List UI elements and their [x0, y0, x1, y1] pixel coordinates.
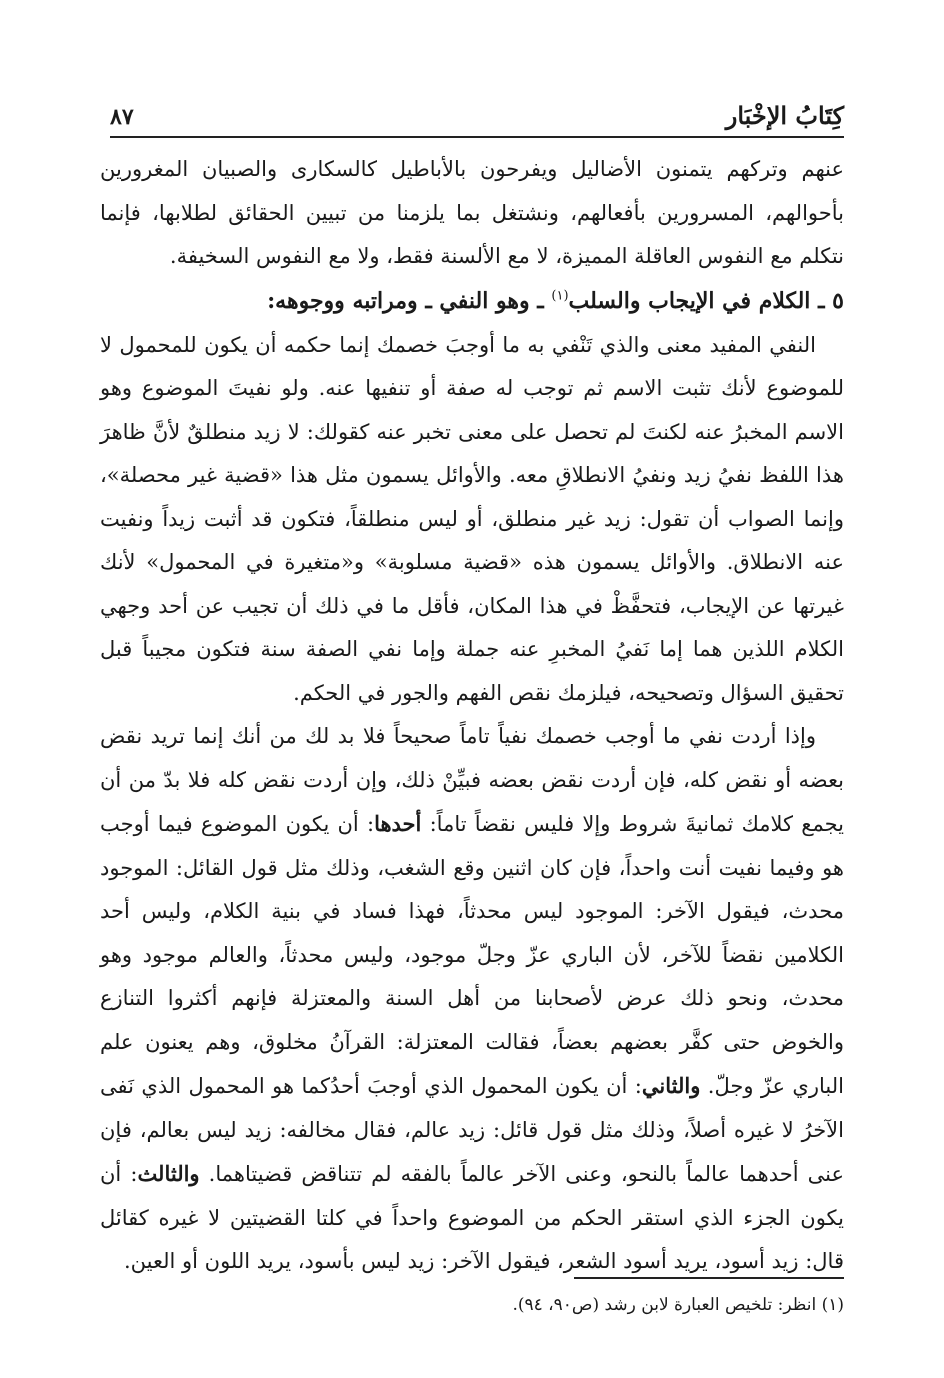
page-content	[100, 148, 844, 1284]
running-title: كِتَابُ الإخْبَار	[725, 101, 844, 130]
condition-second-text: : أن يكون المحمول الذي أوجبَ أحدُكما هو المحمول الذي نَفى الآخرُ لا غيره أصلاً، وذلك مثل قول قائل: زيد عالم، فقال مخالفه: زيد ليس بعالم، فإن عنى أحدهما عالماً بالنحو، وعنى الآخر عالماً بالفقه لم تتناقض قضيتاهما.	[100, 1074, 844, 1186]
body-paragraph-1: النفي المفيد معنى والذي تَنْفي به ما أوجبَ خصمك إنما حكمه أن يكون للمحمول لا للموضوع لأنك تثبت الاسم ثم توجب له صفة أو تنفيها عنه. ولو نفيتَ الموضوع وهو الاسم المخبرُ عنه لكنتَ لم تحصل على معنى تخبر عنه كقولك: لا زيد منطلقٌ لأنَّ ظاهرَ هذا اللفظ نفيُ زيد ونفيُ الانطلاقِ معه. والأوائل يسمون مثل هذا «قضية غير محصلة»، وإنما الصواب أن تقول: زيد غير منطلق، أو ليس منطلقاً، فتكون قد أثبت زيداً ونفيت عنه الانطلاق. والأوائل يسمون هذه «قضية مسلوبة» و«متغيرة في المحمول» لأنك غيرتها عن الإيجاب، فتحفَّظْ في هذا المكان، فأقل ما في ذلك أن تجيب عن أحد وجهي الكلام اللذين هما إما نَفيُ المخبرِ عنه جملة وإما نفي الصفة سنة فتكون مجيباً قبل تحقيق السؤال وتصحيحه، فيلزمك نقص الفهم والجور في الحكم.	[100, 332, 845, 705]
page-header	[110, 92, 844, 138]
paragraph-2-intro: وإذا أردت نفي ما أوجب خصمك نفياً تاماً صحيحاً فلا بد لك من أنك إنما تريد نقض بعضه أو نقض كله، فإن أردت نقض بعضه فبيِّنْ ذلك، وإن أردت نقض كله فلا بدّ من أن يجمع كلامك ثمانيةَ شروط وإلا فليس نقضاً تاماً:	[100, 724, 844, 836]
condition-label-first: أحدها	[374, 811, 422, 836]
section-heading	[100, 279, 844, 324]
section-heading-subtitle: ـ وهو النفي ـ ومراتبه ووجوهه:	[267, 287, 552, 314]
condition-label-second: والثاني	[641, 1073, 701, 1098]
body-paragraph-2	[100, 715, 844, 1284]
intro-paragraph: عنهم وتركهم يتمنون الأضاليل ويفرحون بالأباطيل كالسكارى والصبيان المغرورين بأحوالهم، المسرورين بأفعالهم، ونشتغل بما يلزمنا من تبيين الحقائق لطلابها، فإنما نتكلم مع النفوس العاقلة المميزة، لا مع الألسنة فقط، ولا مع النفوس السخيفة.	[100, 157, 844, 268]
condition-first-text: : أن يكون الموضوع فيما أوجب هو وفيما نفيت أنت واحداً، فإن كان اثنين وقع الشغب، وذلك مثل قول القائل: الموجود محدث، فيقول الآخر: الموجود ليس محدثاً، فهذا فساد في بنية الكلام، وليس أحد الكلامين نقضاً للآخر، لأن الباري عزّ وجلّ موجود، وليس محدثاً، والعالم موجود وهو محدث، ونحو ذلك عرض لأصحابنا من أهل السنة والمعتزلة فإنهم أكثروا التنازع والخوض حتى كفَّر بعضهم بعضاً، فقالت المعتزلة: القرآنُ مخلوق، وهم يعنون علم الباري عزّ وجلّ.	[100, 812, 844, 1098]
condition-third-text: : أن يكون الجزء الذي استقر الحكم من الموضوع واحداً في كلتا القضيتين لا غيره كقائل قال: زيد أسود، يريد أسود الشعر، فيقول الآخر: زيد ليس بأسود، يريد اللون أو العين.	[100, 1162, 844, 1273]
footnote-divider	[574, 1277, 844, 1279]
page-number: ٨٧	[110, 104, 134, 130]
condition-label-third: والثالث	[137, 1161, 200, 1186]
footnote: (١) انظر: تلخيص العبارة لابن رشد (ص٩٠، ٩٤).	[512, 1295, 844, 1315]
section-heading-title: ٥ ـ الكلام في الإيجاب والسلب	[568, 287, 844, 314]
footnote-reference[interactable]: (١)	[551, 288, 569, 304]
